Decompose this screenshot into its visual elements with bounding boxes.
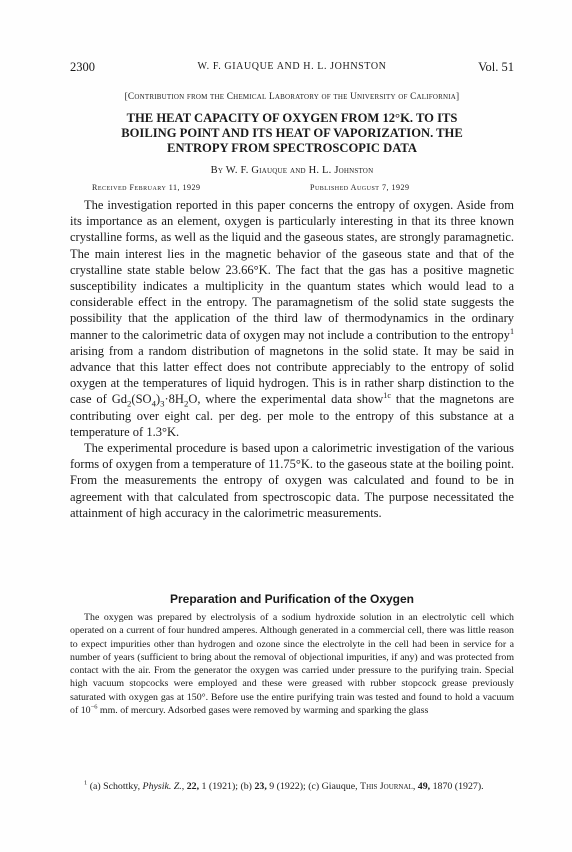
volume-label: Vol. 51	[478, 60, 514, 74]
running-header	[70, 60, 514, 76]
title-line: ENTROPY FROM SPECTROSCOPIC DATA	[167, 141, 417, 155]
article-title	[76, 111, 508, 156]
byline: By W. F. Giauque and H. L. Johnston	[210, 165, 374, 176]
footnote: $^1$ (a) Schottky, Physik. Z., 22, 1 (1921); (b) 23, 9 (1922); (c) Giauque, This Journal, 49, 1870 (1927).	[84, 779, 484, 792]
title-line: BOILING POINT AND ITS HEAT OF VAPORIZATION. THE	[121, 126, 463, 140]
paragraph: The investigation reported in this paper concerns the entropy of oxygen. Aside from its importance as an element, oxygen is particularly interesting in that its three known crystalline forms, as well as the liquid and the gaseous states, are strongly paramagnetic. The main interest lies in the magnetic behavior of the gaseous state and that of the crystalline state stable below 23.66°K. The fact that the gas has a positive magnetic susceptibility indicates a multiplicity in the quantum states which would lead to a considerable effect in the entropy. The paramagnetism of the solid state suggests the possibility that the application of the third law of thermodynamics in the ordinary manner to the calorimetric data of oxygen may not include a contribution to the entropy$^1$ arising from a random distribution of magnetons in the solid state. It may be said in advance that this latter effect does not contribute appreciably to the entropy of solid oxygen at the temperatures of liquid hydrogen. This is in rather sharp distinction to the case of $Gd_2(SO_4)_3\cdot 8H_2O$, where the experimental data show$^{1c}$ that the magnetons are contributing over eight cal. per deg. per mole to the entropy of this substance at a temperature of 1.3°K.	[70, 198, 515, 439]
body-text	[70, 197, 514, 521]
received-date: Received February 11, 1929	[92, 183, 201, 192]
running-authors: W. F. GIAUQUE AND H. L. JOHNSTON	[197, 61, 387, 72]
paragraph: The experimental procedure is based upon a calorimetric investigation of the various forms of oxygen from a temperature of 11.75°K. to the gaseous state at the boiling point. From the measurements the entropy of oxygen was calculated and found to be in agreement with that calculated from spectroscopic data. The purpose necessitated the attainment of high accuracy in the calorimetric measurements.	[70, 441, 515, 520]
published-date: Published August 7, 1929	[310, 183, 410, 192]
paragraph: The oxygen was prepared by electrolysis of a sodium hydroxide solution in an electrolytic cell which operated on a current of four hundred amperes. Although generated in a commercial cell, there was little reason to expect impurities other than hydrogen and ozone since the electrolyte in the cell had been in service for a number of years (sufficient to bring about the removal of objectional impurities, if any) and was protected from contact with the air. From the generator the oxygen was carried under pressure to the purifying train. Special high vacuum stopcocks were employed and these were greased with rubber stopcock grease previously saturated with oxygen gas at 150°. Before use the entire purifying train was tested and found to hold a vacuum of $10^{-6}$ mm. of mercury. Adsorbed gases were removed by warming and sparking the glass	[70, 612, 514, 717]
section-heading: Preparation and Purification of the Oxygen	[169, 592, 415, 606]
footnote-ref: 1	[509, 326, 514, 336]
contribution-line: [Contribution from the Chemical Laboratory of the University of California]	[124, 92, 460, 102]
footnote-ref: 1c	[383, 391, 391, 401]
title-line: THE HEAT CAPACITY OF OXYGEN FROM 12°K. TO ITS	[126, 111, 458, 125]
exponent: −6	[90, 703, 98, 711]
page-number: 2300	[70, 60, 95, 74]
dates-line	[70, 183, 514, 195]
section-text	[70, 611, 514, 717]
footnote-mark: 1	[84, 779, 88, 787]
